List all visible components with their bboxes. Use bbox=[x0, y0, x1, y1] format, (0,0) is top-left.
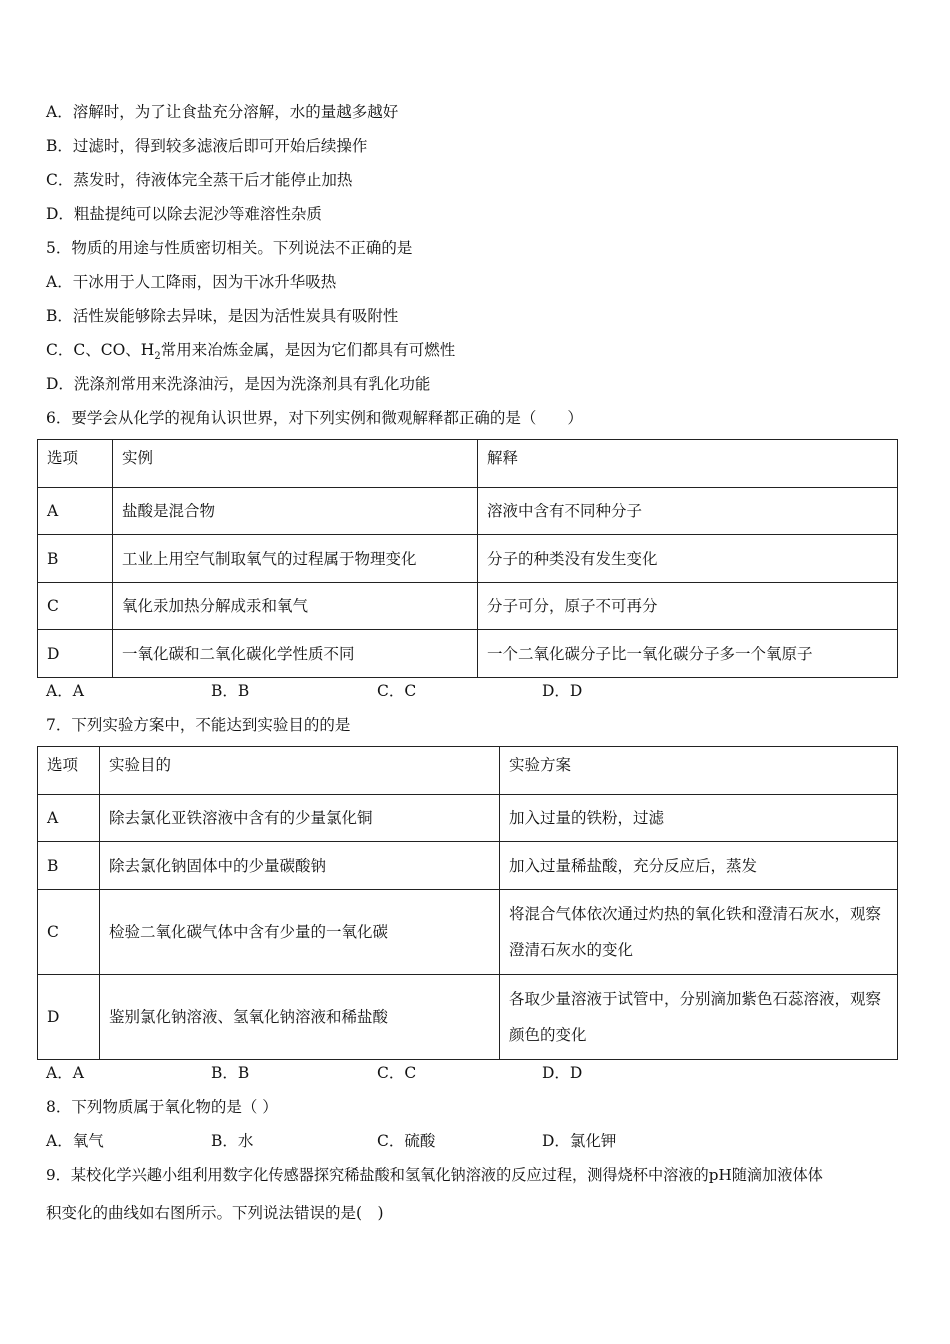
q6-row-b-option: B bbox=[38, 535, 113, 583]
q7-stem: 7．下列实验方案中，不能达到实验目的的是 bbox=[46, 716, 351, 734]
q7-row-c-purpose: 检验二氧化碳气体中含有少量的一氧化碳 bbox=[100, 890, 500, 975]
q6-row-c-option: C bbox=[38, 583, 113, 630]
q6-answer-c: C．C bbox=[377, 682, 417, 700]
q7-row-a-plan: 加入过量的铁粉，过滤 bbox=[500, 795, 898, 842]
q7-row-c-plan: 将混合气体依次通过灼热的氧化铁和澄清石灰水，观察澄清石灰水的变化 bbox=[500, 890, 898, 975]
table-row bbox=[38, 975, 898, 1060]
table-row bbox=[38, 630, 898, 678]
q6-answer-options bbox=[46, 681, 746, 701]
q7-header-plan: 实验方案 bbox=[500, 747, 898, 795]
q6-row-d-example: 一氧化碳和二氧化碳化学性质不同 bbox=[113, 630, 478, 678]
q6-row-c-example: 氧化汞加热分解成汞和氧气 bbox=[113, 583, 478, 630]
table-row bbox=[38, 890, 898, 975]
q9-stem-line2: 积变化的曲线如右图所示。下列说法错误的是( ) bbox=[46, 1204, 384, 1222]
q5-stem: 5．物质的用途与性质密切相关。下列说法不正确的是 bbox=[46, 239, 413, 257]
q9-stem-line1: 9．某校化学兴趣小组利用数字化传感器探究稀盐酸和氢氧化钠溶液的反应过程，测得烧杯中溶液的pH随滴加液体体 bbox=[46, 1166, 823, 1184]
q6-header-example: 实例 bbox=[113, 440, 478, 488]
q7-row-b-plan: 加入过量稀盐酸，充分反应后，蒸发 bbox=[500, 842, 898, 890]
q7-answer-b: B．B bbox=[211, 1064, 250, 1082]
q6-answer-d: D．D bbox=[542, 682, 583, 700]
q4-option-c: C．蒸发时，待液体完全蒸干后才能停止加热 bbox=[46, 171, 353, 189]
q4-option-d: D．粗盐提纯可以除去泥沙等难溶性杂质 bbox=[46, 205, 322, 223]
q7-table-header bbox=[38, 747, 898, 795]
table-row bbox=[38, 488, 898, 535]
q7-answer-options bbox=[46, 1063, 746, 1083]
q7-row-c-option: C bbox=[38, 890, 100, 975]
q7-row-b-purpose: 除去氯化钠固体中的少量碳酸钠 bbox=[100, 842, 500, 890]
q6-stem: 6．要学会从化学的视角认识世界，对下列实例和微观解释都正确的是（ ） bbox=[46, 409, 583, 427]
q8-stem: 8．下列物质属于氧化物的是（ ） bbox=[46, 1098, 278, 1116]
q6-header-explanation: 解释 bbox=[478, 440, 898, 488]
q7-table bbox=[37, 746, 898, 1060]
q8-option-d: D．氯化钾 bbox=[542, 1132, 617, 1150]
table-row bbox=[38, 583, 898, 630]
q5-option-b: B．活性炭能够除去异味，是因为活性炭具有吸附性 bbox=[46, 307, 399, 325]
q6-table bbox=[37, 439, 898, 678]
q6-answer-a: A．A bbox=[46, 682, 84, 700]
q7-answer-d: D．D bbox=[542, 1064, 583, 1082]
q7-answer-a: A．A bbox=[46, 1064, 84, 1082]
q6-row-b-example: 工业上用空气制取氧气的过程属于物理变化 bbox=[113, 535, 478, 583]
q8-options bbox=[46, 1131, 746, 1151]
q5-option-d: D．洗涤剂常用来洗涤油污，是因为洗涤剂具有乳化功能 bbox=[46, 375, 431, 393]
q5-option-c bbox=[46, 340, 456, 363]
table-row bbox=[38, 535, 898, 583]
q6-row-c-explanation: 分子可分，原子不可再分 bbox=[478, 583, 898, 630]
table-row bbox=[38, 795, 898, 842]
q8-option-c: C．硫酸 bbox=[377, 1132, 436, 1150]
q6-row-a-option: A bbox=[38, 488, 113, 535]
q4-option-a: A．溶解时，为了让食盐充分溶解，水的量越多越好 bbox=[46, 103, 399, 121]
q6-row-b-explanation: 分子的种类没有发生变化 bbox=[478, 535, 898, 583]
q7-row-d-purpose: 鉴别氯化钠溶液、氢氧化钠溶液和稀盐酸 bbox=[100, 975, 500, 1060]
q6-row-d-option: D bbox=[38, 630, 113, 678]
q7-row-a-purpose: 除去氯化亚铁溶液中含有的少量氯化铜 bbox=[100, 795, 500, 842]
q6-header-option: 选项 bbox=[38, 440, 113, 488]
q7-row-d-option: D bbox=[38, 975, 100, 1060]
q5-option-c-rest: 常用来冶炼金属，是因为它们都具有可燃性 bbox=[160, 341, 456, 359]
q7-header-purpose: 实验目的 bbox=[100, 747, 500, 795]
q5-option-c-subscript: 2 bbox=[154, 351, 161, 363]
table-row bbox=[38, 842, 898, 890]
q7-header-option: 选项 bbox=[38, 747, 100, 795]
q7-row-a-option: A bbox=[38, 795, 100, 842]
q6-table-header bbox=[38, 440, 898, 488]
q5-option-c-text: C．C、CO、H bbox=[46, 341, 155, 359]
q6-answer-b: B．B bbox=[211, 682, 250, 700]
q7-row-d-plan: 各取少量溶液于试管中，分别滴加紫色石蕊溶液，观察颜色的变化 bbox=[500, 975, 898, 1060]
q7-answer-c: C．C bbox=[377, 1064, 417, 1082]
q5-option-a: A．干冰用于人工降雨，因为干冰升华吸热 bbox=[46, 273, 337, 291]
q6-row-a-example: 盐酸是混合物 bbox=[113, 488, 478, 535]
q8-option-a: A．氧气 bbox=[46, 1132, 104, 1150]
q8-option-b: B．水 bbox=[211, 1132, 254, 1150]
q6-row-a-explanation: 溶液中含有不同种分子 bbox=[478, 488, 898, 535]
q7-row-b-option: B bbox=[38, 842, 100, 890]
q6-row-d-explanation: 一个二氧化碳分子比一氧化碳分子多一个氧原子 bbox=[478, 630, 898, 678]
q4-option-b: B．过滤时，得到较多滤液后即可开始后续操作 bbox=[46, 137, 368, 155]
